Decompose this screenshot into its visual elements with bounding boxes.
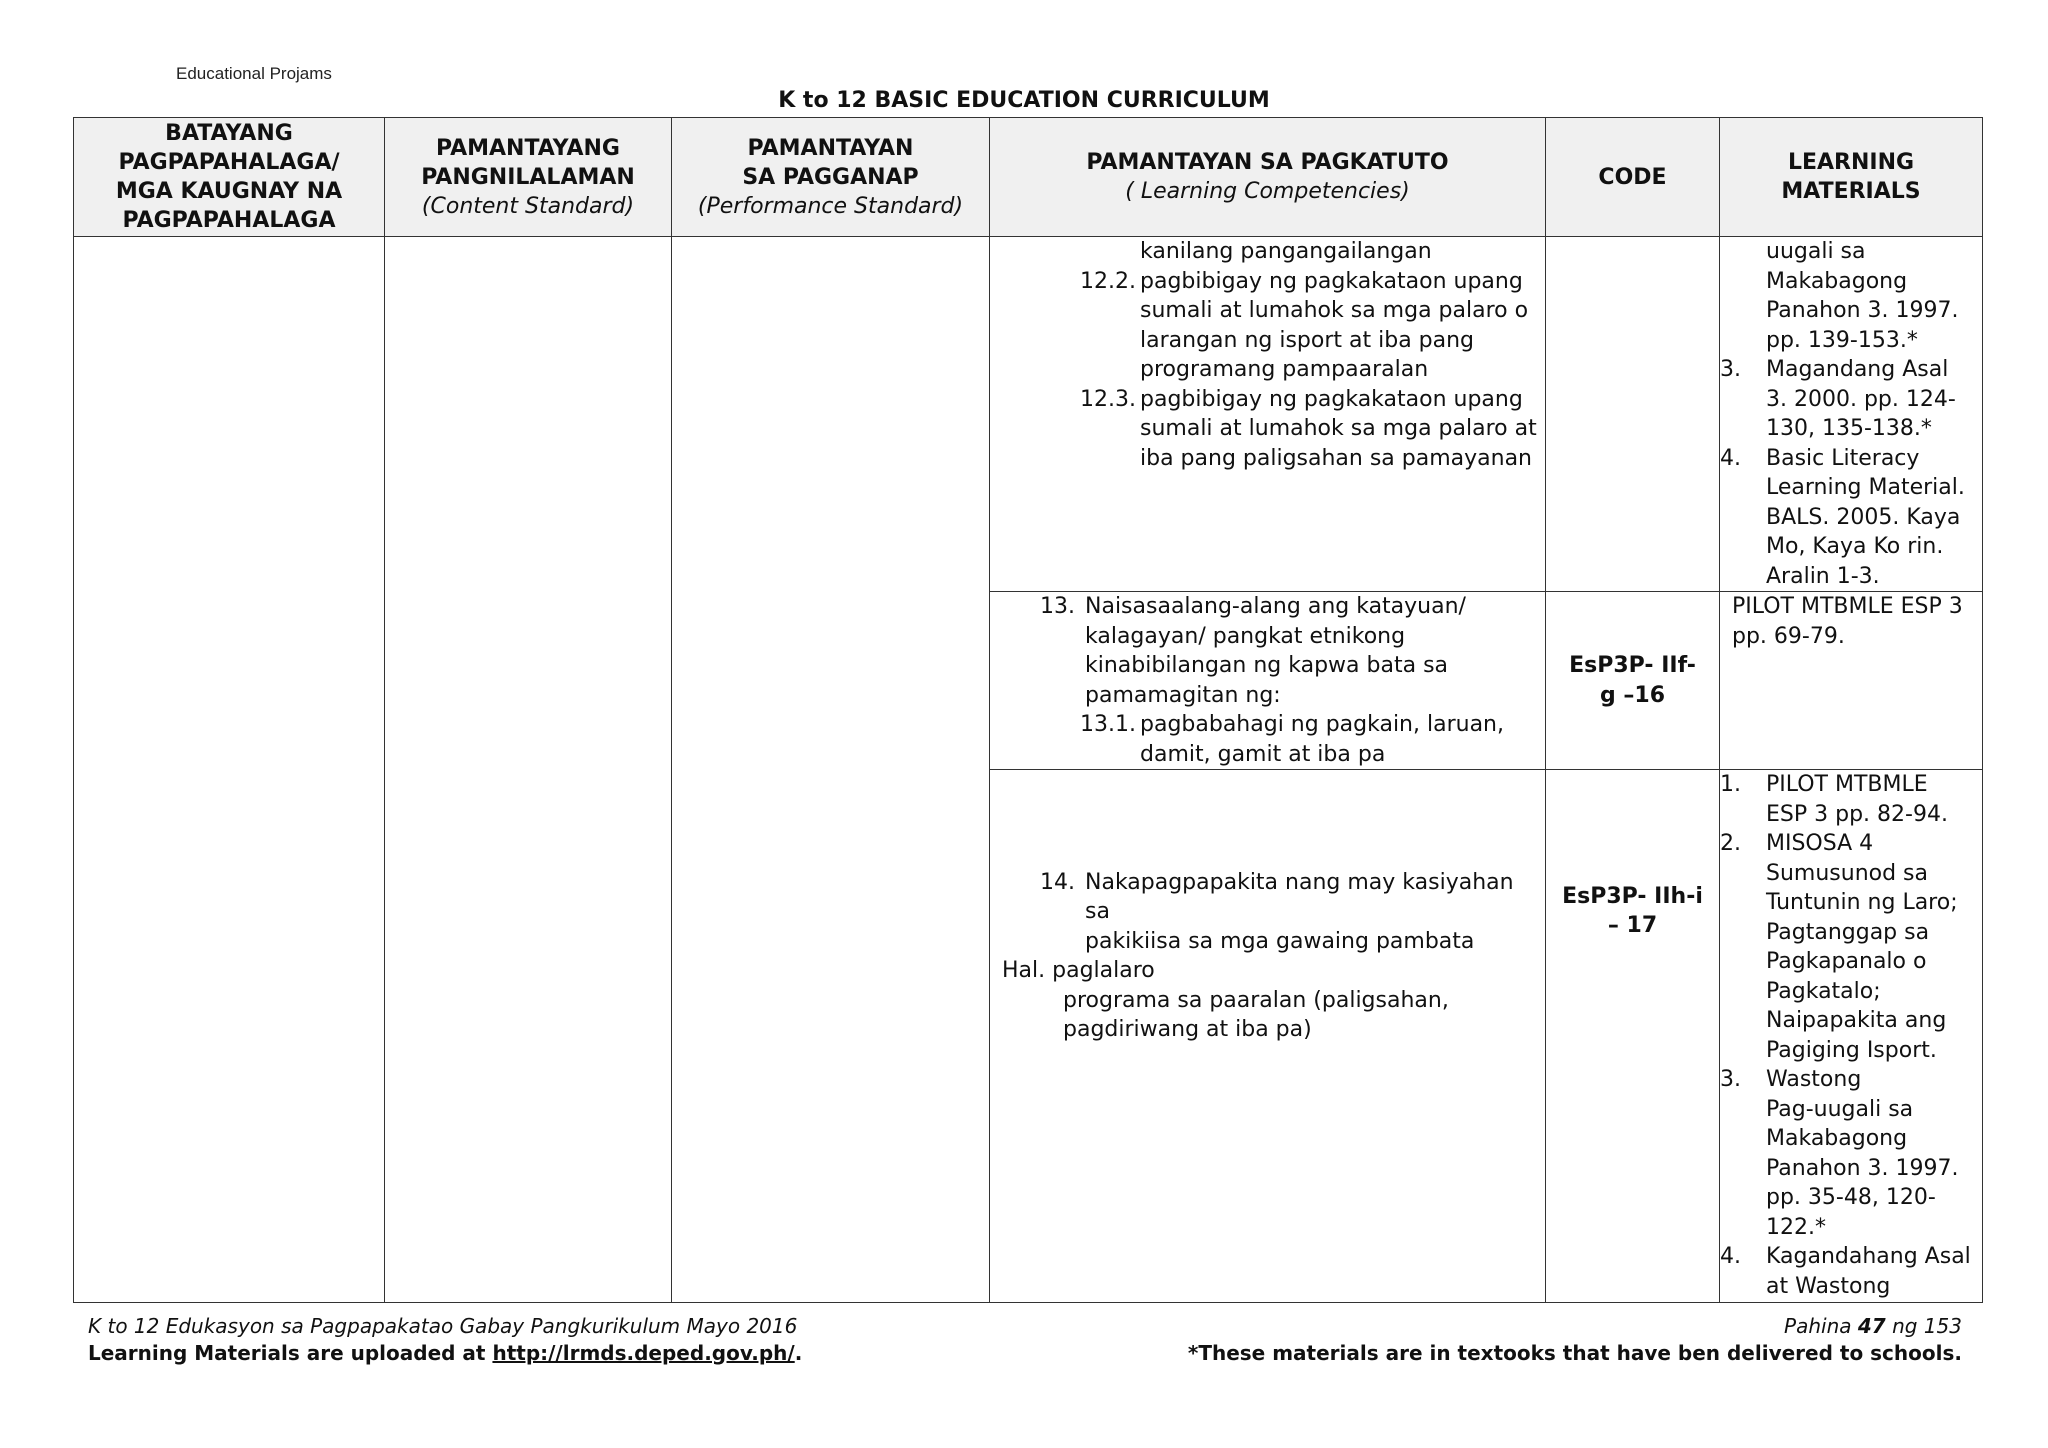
footer-guide-title: K to 12 Edukasyon sa Pagpapakatao Gabay Pangkurikulum Mayo 2016 xyxy=(88,1314,798,1338)
list-item: 2. MISOSA 4 Sumusunod sa Tuntunin ng Laro; Pagtanggap sa Pagkapanalo o Pagkatalo; Naipapakita ang Pagiging Isport. xyxy=(1720,831,1958,1063)
list-item: 3. Magandang Asal 3. 2000. pp. 124- 130, 135-138.* xyxy=(1720,357,1956,441)
header-performance-standard: PAMANTAYAN SA PAGGANAP (Performance Standard) xyxy=(672,118,990,237)
competency-cell: 14. Nakapagpapakita nang may kasiyahan sa pakikiisa sa mga gawaing pambata Hal. paglalaro programa sa paaralan (paligsahan, pagdiriwang at iba pa) xyxy=(990,770,1546,1303)
footer-upload-note: Learning Materials are uploaded at http://lrmds.deped.gov.ph/. xyxy=(88,1341,803,1365)
batayang-cell xyxy=(74,237,385,1303)
materials-cell: PILOT MTBMLE ESP 3 pp. 69-79. xyxy=(1720,592,1983,770)
header-learning-materials: LEARNING MATERIALS xyxy=(1720,118,1983,237)
list-item: 4. Kagandahang Asal at Wastong xyxy=(1720,1244,1971,1299)
watermark-text: Educational Projams xyxy=(176,64,332,83)
curriculum-table xyxy=(73,117,1983,1303)
list-item: 1. PILOT MTBMLE ESP 3 pp. 82-94. xyxy=(1720,772,1948,827)
document-title: K to 12 BASIC EDUCATION CURRICULUM xyxy=(778,88,1270,113)
code-cell: EsP3P- IIh-i – 17 xyxy=(1546,770,1720,1303)
page-number: Pahina 47 ng 153 xyxy=(1784,1314,1962,1338)
competency-cell: kanilang pangangailangan 12.2. pagbibigay ng pagkakataon upang sumali at lumahok sa mga palaro o larangan ng isport at iba pang programang pampaaralan 12.3. pagbibigay ng pagkakataon upang sumali at lumahok sa mga palaro at iba pang paligsahan sa pamayanan xyxy=(990,237,1546,592)
competency-cell: 13. Naisasaalang-alang ang katayuan/ kalagayan/ pangkat etnikong kinabibilangan ng kapwa bata sa pamamagitan ng: 13.1. pagbabahagi ng pagkain, laruan, damit, gamit at iba pa xyxy=(990,592,1546,770)
footer-right xyxy=(1188,1313,1962,1367)
materials-cell: uugali sa Makabagong Panahon 3. 1997. pp. 139-153.* 3. Magandang Asal 3. 2000. pp. 124- 130, 135-138.* 4. Basic Literacy Learning Material. BALS. 2005. Kaya Mo, Kaya Ko rin. Aralin 1-3. xyxy=(1720,237,1983,592)
materials-cell xyxy=(1720,770,1983,1303)
code-cell xyxy=(1546,237,1720,592)
header-code: CODE xyxy=(1546,118,1720,237)
list-item: 3. Wastong Pag-uugali sa Makabagong Panahon 3. 1997. pp. 35-48, 120- 122.* xyxy=(1720,1067,1959,1240)
performance-standard-cell xyxy=(672,237,990,1303)
code-cell: EsP3P- IIf- g –16 xyxy=(1546,592,1720,770)
table-row xyxy=(74,237,1983,592)
header-content-standard: PAMANTAYANG PANGNILALAMAN (Content Standard) xyxy=(385,118,672,237)
list-item: 4. Basic Literacy Learning Material. BALS. 2005. Kaya Mo, Kaya Ko rin. Aralin 1-3. xyxy=(1720,445,1965,589)
table-header-row xyxy=(74,118,1983,237)
content-standard-cell xyxy=(385,237,672,1303)
header-learning-competencies: PAMANTAYAN SA PAGKATUTO ( Learning Competencies) xyxy=(990,118,1546,237)
header-batayang-pagpapahalaga: BATAYANG PAGPAPAHALAGA/ MGA KAUGNAY NA PAGPAPAHALAGA xyxy=(74,118,385,237)
lrmds-link[interactable]: http://lrmds.deped.gov.ph/ xyxy=(492,1341,795,1365)
footer-left xyxy=(88,1313,802,1367)
footer-materials-note: *These materials are in textooks that have ben delivered to schools. xyxy=(1187,1341,1962,1365)
